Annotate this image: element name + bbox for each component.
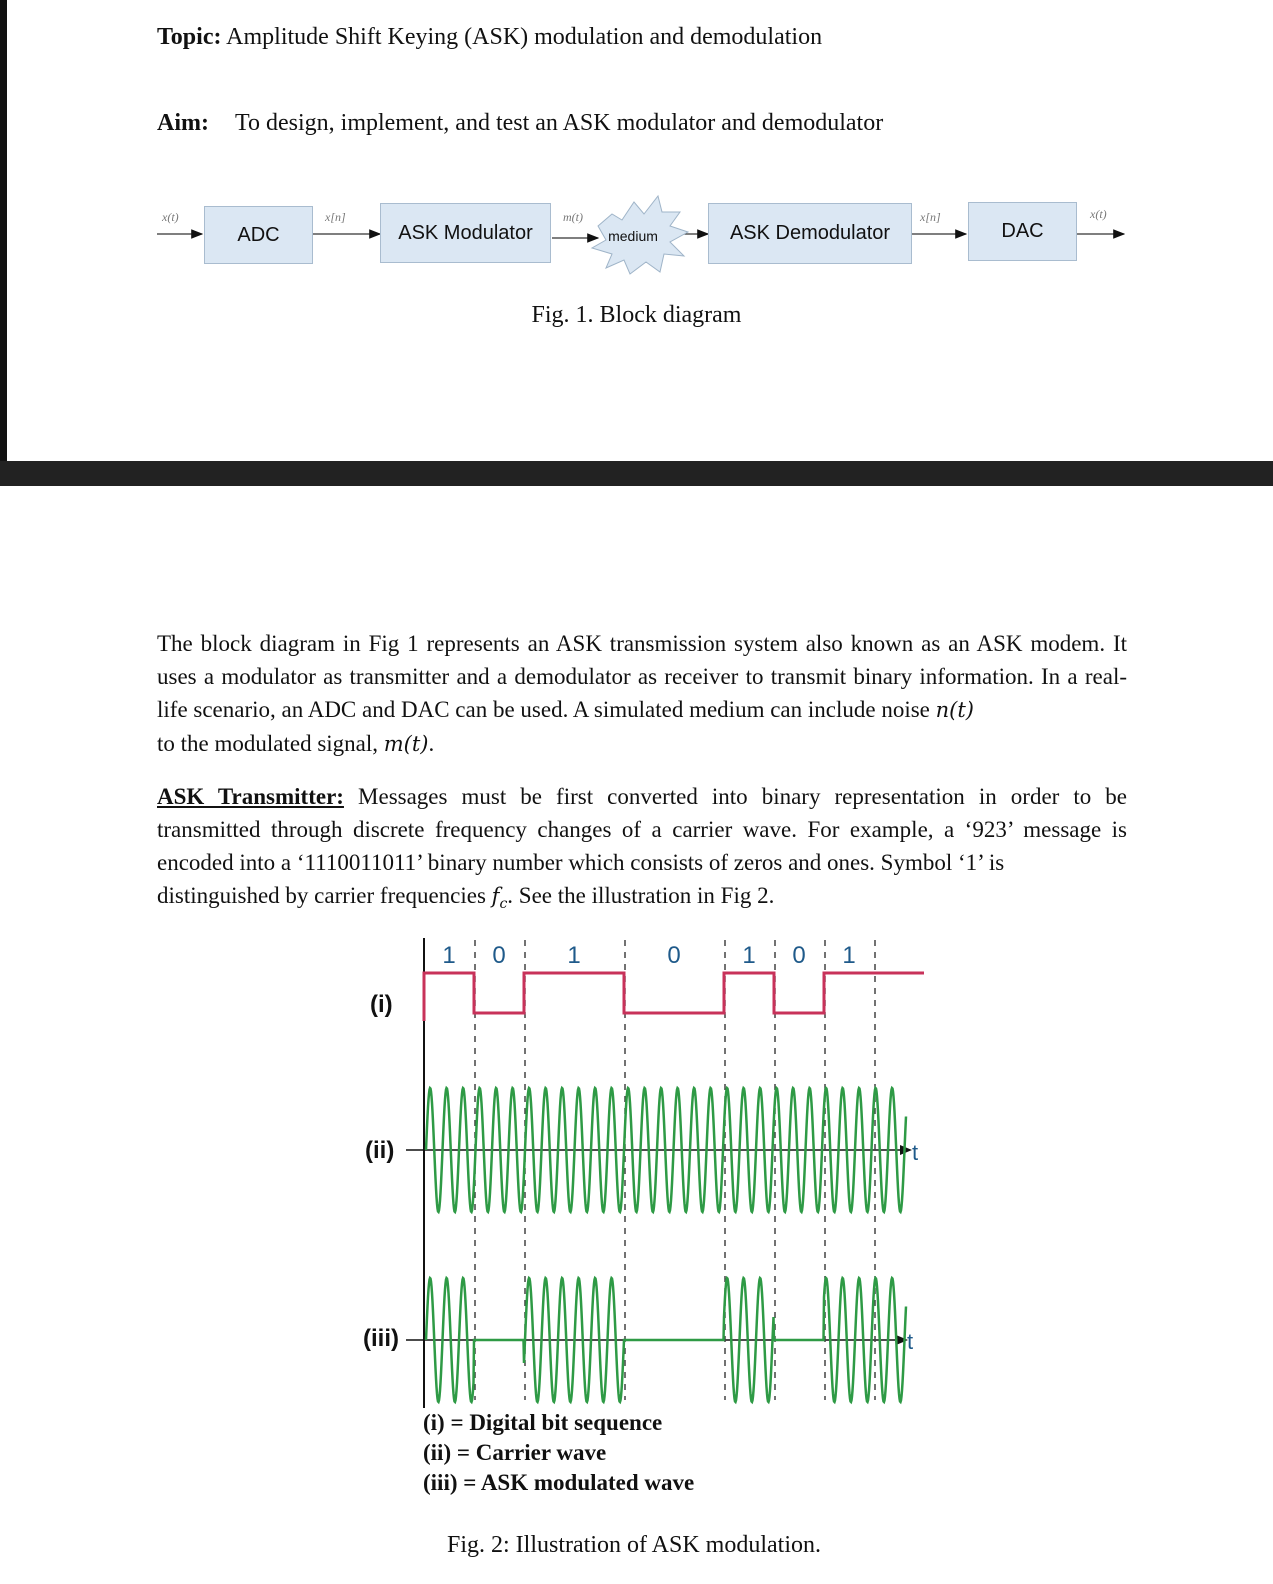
adc-block: ADC: [204, 206, 313, 264]
topic-text: Amplitude Shift Keying (ASK) modulation and demodulation: [226, 24, 823, 50]
p2-last-line: distinguished by carrier frequencies: [157, 883, 486, 908]
t-label-iii: t: [907, 1329, 914, 1354]
p1-text: The block diagram in Fig 1 represents an ASK transmission system also known as an ASK modem. It uses a modulator as transmitter and a demodulator as receiver to transmit binary information. In a real-life scenario, an ADC and DAC can be used. A simulated medium can include noise: [157, 631, 1127, 722]
figure2-caption: Fig. 2: Illustration of ASK modulation.: [447, 1532, 822, 1558]
legend-item-iii: (iii) = ASK modulated wave: [423, 1470, 695, 1495]
aim-label: Aim:: [157, 110, 209, 136]
bit-label: 1: [442, 942, 456, 969]
bit-label: 1: [567, 942, 581, 969]
bit-label: 1: [842, 942, 856, 969]
bit-label: 0: [492, 942, 506, 969]
bit-label: 0: [667, 942, 681, 969]
digital-bit-sequence: [424, 973, 924, 1021]
p2-end: . See the illustration in Fig 2.: [507, 883, 775, 908]
signal-label-xn-1: x[n]: [325, 210, 346, 224]
figure2-legend: [423, 1408, 694, 1498]
p1-end: .: [428, 731, 435, 756]
t-label-ii: t: [912, 1140, 919, 1165]
ask-demodulator-block: ASK Demodulator: [708, 203, 912, 264]
legend-item-ii: (ii) = Carrier wave: [423, 1440, 607, 1465]
fc-symbol: $f_c$: [491, 884, 508, 913]
ask-modulator-block: ASK Modulator: [380, 203, 551, 263]
bit-label: 0: [792, 942, 806, 969]
medium-label: medium: [608, 228, 658, 244]
signal-label-mt: m(t): [563, 210, 583, 224]
row-label-i: (i): [370, 991, 393, 1018]
dac-block: DAC: [968, 202, 1077, 261]
topic-label: Topic:: [157, 24, 222, 50]
signal-label-xt-in: x(t): [162, 210, 179, 224]
row-label-ii: (ii): [365, 1137, 395, 1164]
signal-label-xt-out: x(t): [1090, 207, 1107, 221]
p1-text-tail: to the modulated signal,: [157, 731, 379, 756]
ask-transmitter-heading: ASK Transmitter:: [157, 784, 344, 809]
signal-label-xn-2: x[n]: [920, 210, 941, 224]
figure1-caption: Fig. 1. Block diagram: [531, 302, 742, 328]
noise-symbol: n(t): [935, 698, 974, 722]
signal-symbol: m(t): [383, 732, 429, 756]
row-label-iii: (iii): [363, 1325, 399, 1352]
carrier-axis-arrow: [900, 1145, 912, 1155]
aim-text: To design, implement, and test an ASK modulator and demodulator: [235, 110, 884, 136]
p2-text: Messages must be first converted into binary representation in order to be transmitted through discrete frequency changes of a carrier wave. For example, a ‘923’ message is encoded into a ‘1110011011’ binary number which consists of zeros and ones. Symbol ‘1’ is: [157, 784, 1128, 875]
legend-item-i: (i) = Digital bit sequence: [423, 1410, 663, 1435]
bit-label: 1: [742, 942, 756, 969]
